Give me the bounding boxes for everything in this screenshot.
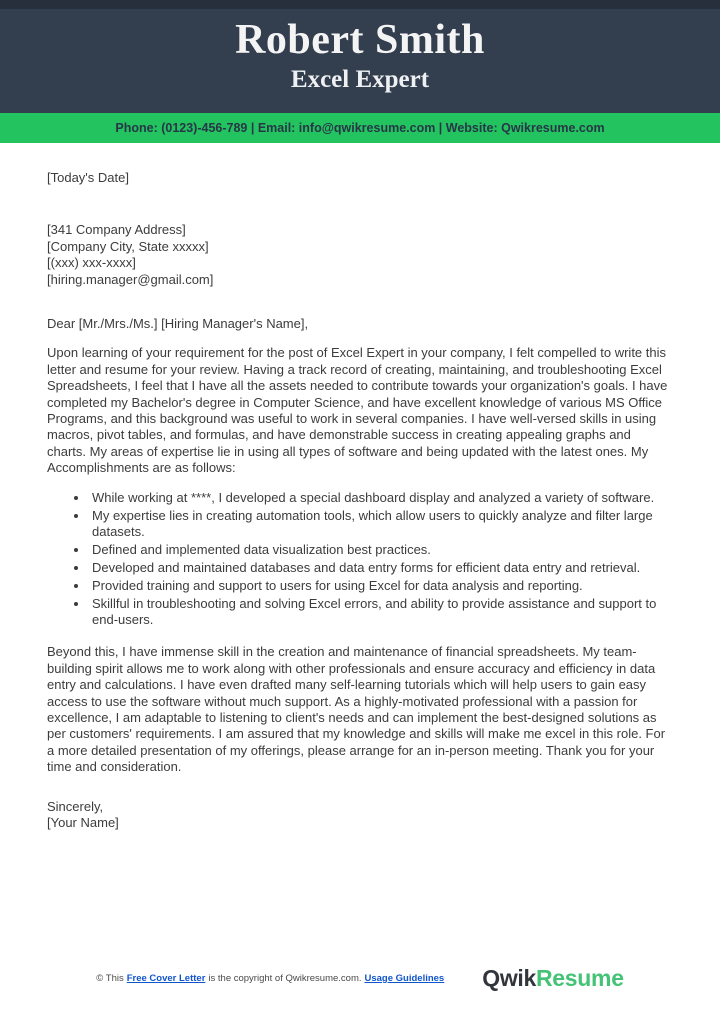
paragraph-intro: Upon learning of your requirement for the post of Excel Expert in your company, I felt compelled to write this letter and resume for your review. Having a track record of creating, maintaining, and troubleshooting Excel Spreadsheets, I feel that I have all the assets needed to contribute towards your organization's goals. I have completed my Bachelor's degree in Computer Science, and have excellent knowledge of various MS Office Programs, and this background was useful to work in several companies. I have well-versed skills in using macros, pivot tables, and formulas, and have demonstrable success in creating appealing graphs and charts. My areas of expertise lie in using all types of software and being updated with the latest ones. My Accomplishments are as follows: [47, 345, 668, 476]
contact-info-text: Phone: (0123)-456-789 | Email: info@qwikresume.com | Website: Qwikresume.com [115, 121, 605, 135]
candidate-job-title: Excel Expert [290, 66, 430, 93]
address-line: [Company City, State xxxxx] [47, 238, 209, 254]
contact-bar [0, 113, 720, 143]
accomplishment-item: • Defined and implemented data visualization best practices. [89, 542, 670, 558]
page-footer [0, 967, 720, 990]
qwikresume-logo [482, 967, 623, 990]
accomplishment-item: • While working at ****, I developed a special dashboard display and analyzed a variety of software. [89, 490, 670, 506]
signoff: Sincerely, [47, 798, 104, 814]
logo-resume-text: Resume [536, 965, 624, 991]
usage-guidelines-link[interactable]: Usage Guidelines [364, 973, 445, 984]
header-top-strip [0, 0, 720, 9]
cover-letter-body [0, 143, 720, 832]
copyright-middle: is the copyright of Qwikresume.com. [208, 973, 362, 984]
address-line: [(xxx) xxx-xxxx] [47, 255, 136, 271]
free-cover-letter-link[interactable]: Free Cover Letter [126, 973, 206, 984]
logo-qwik-text: Qwik [482, 965, 536, 991]
copyright-line [96, 973, 444, 984]
accomplishment-item: • Provided training and support to users for using Excel for data analysis and reporting. [89, 578, 670, 594]
accomplishments-list [47, 490, 670, 629]
address-line: [341 Company Address] [47, 222, 186, 238]
accomplishment-item: • My expertise lies in creating automation tools, which allow users to quickly analyze and filter large datasets. [89, 508, 670, 541]
signature-name-placeholder: [Your Name] [47, 815, 119, 831]
salutation: Dear [Mr./Mrs./Ms.] [Hiring Manager's Name], [47, 316, 309, 332]
recipient-address-block [47, 222, 670, 288]
address-line: [hiring.manager@gmail.com] [47, 271, 214, 287]
candidate-name: Robert Smith [235, 17, 485, 63]
letter-header [0, 0, 720, 143]
date-placeholder: [Today's Date] [47, 170, 129, 185]
header-banner [0, 9, 720, 113]
accomplishment-item: • Skillful in troubleshooting and solving Excel errors, and ability to provide assistance and support to end-users. [89, 596, 670, 629]
accomplishment-item: • Developed and maintained databases and data entry forms for efficient data entry and retrieval. [89, 560, 670, 576]
signature-block [47, 799, 670, 832]
paragraph-closing: Beyond this, I have immense skill in the creation and maintenance of financial spreadsheets. My team-building spirit allows me to work along with other professionals and ensure accuracy and efficiency in data entry and calculations. I have even drafted many self-learning tutorials which will help users to gain easy access to use the software without much support. As a highly-motivated professional with a passion for excellence, I am adaptable to listening to client's needs and can implement the best-designed solutions as per customers' requirements. I am assured that my knowledge and skills will make me excel in this role. For a more detailed presentation of my offerings, please arrange for an in-person meeting. Thank you for your time and consideration. [47, 644, 666, 775]
copyright-prefix: © This [96, 973, 124, 984]
